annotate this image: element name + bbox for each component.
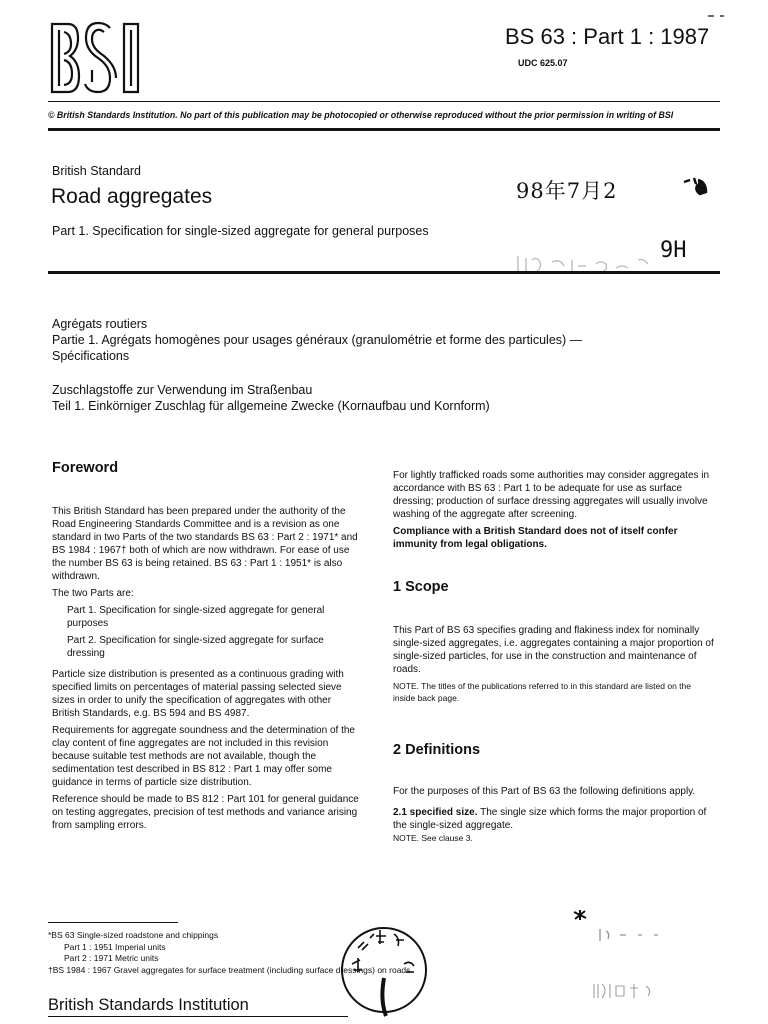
definition-text: The single size which forms the major proportion of the single-sized aggregate. — [393, 807, 707, 831]
faint-date-stamp — [590, 978, 670, 1004]
definitions-intro: For the purposes of this Part of BS 63 the following definitions apply. — [393, 786, 696, 797]
french-title-line: Spécifications — [52, 349, 130, 363]
page-subtitle: Part 1. Specification for single-sized aggregate for general purposes — [52, 224, 429, 238]
standard-number: BS 63 : Part 1 : 1987 — [505, 24, 710, 49]
publisher-name: British Standards Institution — [48, 996, 249, 1014]
footnotes — [48, 930, 508, 976]
title-rule — [48, 271, 720, 274]
definition-note: NOTE. See clause 3. — [393, 833, 473, 843]
copyright-rule — [48, 128, 720, 131]
foreword-paragraph: Reference should be made to BS 812 : Part 101 for general guidance on testing aggregates, precision of test methods and variance arising from sampling errors. — [52, 794, 359, 831]
scope-note: NOTE. The titles of the publications referred to in this standard are listed on the inside back page. — [393, 681, 691, 703]
ink-mark — [680, 174, 710, 196]
foreword-paragraph: Particle size distribution is presented as a continuous grading with specified limits on percentages of material passing selected sieve sizes in order to unify the specification of aggregates with other British Standards, e.g. BS 594 and BS 4987. — [52, 669, 344, 719]
date-stamp: 98年7月2 — [516, 179, 618, 203]
right-column — [393, 469, 715, 848]
compliance-statement: Compliance with a British Standard does not of itself confer immunity from legal obligations. — [393, 526, 678, 550]
faint-stamp — [594, 925, 674, 945]
header-rule — [48, 101, 720, 102]
footnote: †BS 1984 : 1967 Gravel aggregates for surface treatment (including surface dressings) on roads. — [48, 964, 413, 975]
foreword-paragraph: This British Standard has been prepared under the authority of the Road Engineering Standards Committee and is a revision as one standard in two Parts of the two standards BS 63 : Part 2 : 1971* and BS 1984 : 1967† both of which are now withdrawn. For ease of use the number BS 63 is being retained. BS 63 : Part 1 : 1951* is also withdrawn. — [52, 506, 358, 582]
surface-dressing-paragraph: For lightly trafficked roads some authorities may consider aggregates in accordance with BS 63 : Part 1 to be adequate for use as surface dressing; production of surface dressing aggregates will usually involve washing of the aggregate after screening. — [393, 470, 710, 520]
part-1-entry: Part 1. Specification for single-sized aggregate for general purposes — [67, 605, 325, 629]
scope-heading: 1 Scope — [393, 579, 449, 595]
library-seal — [340, 920, 430, 1020]
german-title-line: Teil 1. Einkörniger Zuschlag für allgemeine Zwecke (Kornaufbau und Kornform) — [52, 399, 490, 413]
definitions-heading: 2 Definitions — [393, 742, 481, 758]
footer-rule — [48, 1016, 348, 1017]
footnote-sub: Part 2 : 1971 Metric units — [64, 953, 159, 963]
corner-mark — [706, 12, 726, 20]
stamp-number: 9H — [660, 238, 687, 263]
footnote: *BS 63 Single-sized roadstone and chippings — [48, 930, 219, 940]
footnote-rule — [48, 922, 178, 923]
definition-term: 2.1 specified size. — [393, 807, 478, 818]
udc-code: UDC 625.07 — [518, 58, 568, 68]
french-title — [52, 316, 582, 364]
asterisk-mark — [572, 908, 588, 922]
french-title-line: Partie 1. Agrégats homogènes pour usages généraux (granulométrie et forme des particules) — — [52, 333, 583, 347]
foreword-paragraph: Requirements for aggregate soundness and the determination of the clay content of fine aggregates are not included in this revision because suitable test methods are not available, though the sedimentation test described in BS 812 : Part 1 may offer some guidance in terms of particle size distribution. — [52, 725, 355, 788]
footnote-sub: Part 1 : 1951 Imperial units — [64, 941, 166, 952]
document-type-label: British Standard — [52, 164, 141, 178]
scope-text: This Part of BS 63 specifies grading and flakiness index for nominally single-sized aggregates, i.e. aggregates containing a major proportion of single-sized particles, for use in the construction and maintenance of roads. — [393, 625, 714, 675]
bsi-logo — [48, 20, 144, 96]
german-title — [52, 382, 490, 414]
definition-specified-size — [393, 806, 715, 832]
part-2-entry: Part 2. Specification for single-sized aggregate for surface dressing — [67, 635, 324, 659]
foreword-section — [52, 462, 360, 836]
german-title-line: Zuschlagstoffe zur Verwendung im Straßenbau — [52, 383, 313, 397]
page-title: Road aggregates — [51, 185, 213, 208]
foreword-heading: Foreword — [52, 460, 119, 476]
copyright-notice: © British Standards Institution. No part of this publication may be photocopied or otherwise reproduced without the prior permission in writing of BSI — [48, 110, 674, 120]
french-title-line: Agrégats routiers — [52, 317, 148, 331]
parts-intro: The two Parts are: — [52, 588, 134, 599]
